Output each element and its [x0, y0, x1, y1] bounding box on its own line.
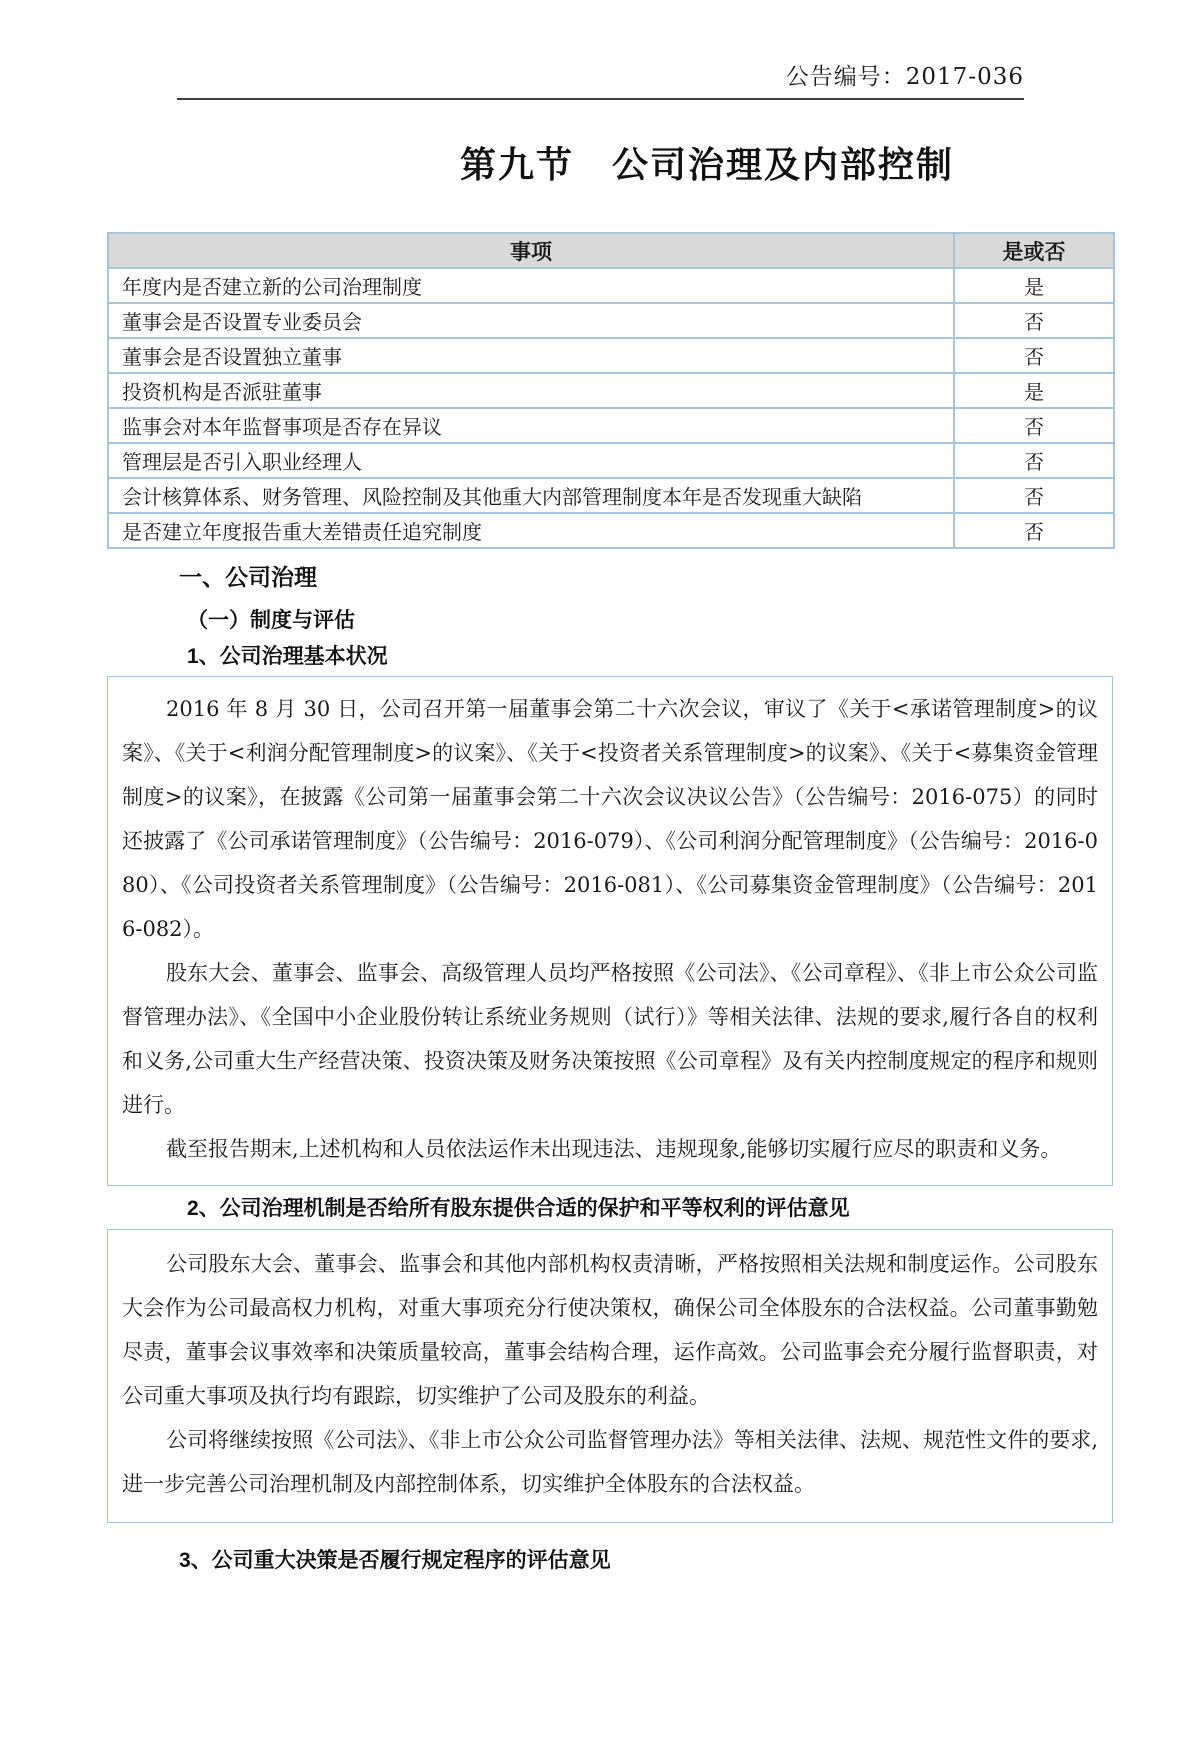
table-row — [108, 408, 1114, 443]
page-content — [107, 62, 1113, 1575]
text-box-shareholder-protection — [107, 1229, 1113, 1523]
answer-cell: 否 — [954, 513, 1114, 548]
announcement-number-block — [177, 62, 1024, 100]
table-header-answer: 是或否 — [954, 233, 1114, 268]
answer-cell: 否 — [954, 303, 1114, 338]
item-cell: 会计核算体系、财务管理、风险控制及其他重大内部管理制度本年是否发现重大缺陷 — [108, 478, 954, 513]
paragraph: 公司股东大会、董事会、监事会和其他内部机构权责清晰，严格按照相关法规和制度运作。公司股东大会作为公司最高权力机构，对重大事项充分行使决策权，确保公司全体股东的合法权益。公司董事勤勉尽责，董事会议事效率和决策质量较高，董事会结构合理，运作高效。公司监事会充分履行监督职责，对公司重大事项及执行均有跟踪，切实维护了公司及股东的利益。 — [122, 1252, 1098, 1408]
answer-cell: 否 — [954, 338, 1114, 373]
table-row — [108, 373, 1114, 408]
item-cell: 是否建立年度报告重大差错责任追究制度 — [108, 513, 954, 548]
answer-cell: 是 — [954, 373, 1114, 408]
table-row — [108, 338, 1114, 373]
table-row — [108, 303, 1114, 338]
answer-cell: 否 — [954, 478, 1114, 513]
table-header-item: 事项 — [108, 233, 954, 268]
paragraph: 2016 年 8 月 30 日，公司召开第一届董事会第二十六次会议，审议了《关于<承诺管理制度>的议案》、《关于<利润分配管理制度>的议案》、《关于<投资者关系管理制度>的议案》、《关于<募集资金管理制度>的议案》，在披露《公司第一届董事会第二十六次会议决议公告》（公告编号：2016-075）的同时还披露了《公司承诺管理制度》（公告编号：2016-079）、《公司利润分配管理制度》（公告编号：2016-080）、《公司投资者关系管理制度》（公告编号：2016-081）、《公司募集资金管理制度》（公告编号：2016-082）。 — [122, 697, 1098, 941]
table-row — [108, 513, 1114, 548]
page-title: 第九节 公司治理及内部控制 — [459, 144, 954, 185]
table-header-row — [108, 233, 1114, 268]
answer-cell: 是 — [954, 268, 1114, 303]
table-row — [108, 443, 1114, 478]
subsection-heading-system-evaluation: （一）制度与评估 — [187, 609, 355, 632]
text-box-governance-status — [107, 676, 1113, 1186]
answer-cell: 否 — [954, 408, 1114, 443]
table-row — [108, 268, 1114, 303]
announcement-number: 公告编号：2017-036 — [785, 64, 1024, 90]
item-cell: 监事会对本年监督事项是否存在异议 — [108, 408, 954, 443]
document-page — [0, 62, 1200, 1759]
table-row — [108, 478, 1114, 513]
paragraph: 截至报告期末,上述机构和人员依法运作未出现违法、违规现象,能够切实履行应尽的职责和义务。 — [166, 1137, 1062, 1161]
paragraph: 股东大会、董事会、监事会、高级管理人员均严格按照《公司法》、《公司章程》、《非上市公众公司监督管理办法》、《全国中小企业股份转让系统业务规则（试行）》等相关法律、法规的要求,履行各自的权利和义务,公司重大生产经营决策、投资决策及财务决策按照《公司章程》及有关内控制度规定的程序和规则进行。 — [122, 961, 1098, 1117]
item-cell: 管理层是否引入职业经理人 — [108, 443, 954, 478]
governance-table — [107, 232, 1115, 549]
section-heading-governance: 一、公司治理 — [179, 564, 317, 590]
item-cell: 董事会是否设置专业委员会 — [108, 303, 954, 338]
clause-heading-basic-status: 1、公司治理基本状况 — [187, 645, 388, 668]
paragraph: 公司将继续按照《公司法》、《非上市公众公司监督管理办法》等相关法律、法规、规范性文件的要求,进一步完善公司治理机制及内部控制体系，切实维护全体股东的合法权益。 — [122, 1428, 1098, 1496]
clause-heading-shareholder-protection: 2、公司治理机制是否给所有股东提供合适的保护和平等权利的评估意见 — [187, 1197, 850, 1220]
item-cell: 年度内是否建立新的公司治理制度 — [108, 268, 954, 303]
clause-heading-major-decisions: 3、公司重大决策是否履行规定程序的评估意见 — [179, 1549, 611, 1572]
item-cell: 投资机构是否派驻董事 — [108, 373, 954, 408]
item-cell: 董事会是否设置独立董事 — [108, 338, 954, 373]
answer-cell: 否 — [954, 443, 1114, 478]
